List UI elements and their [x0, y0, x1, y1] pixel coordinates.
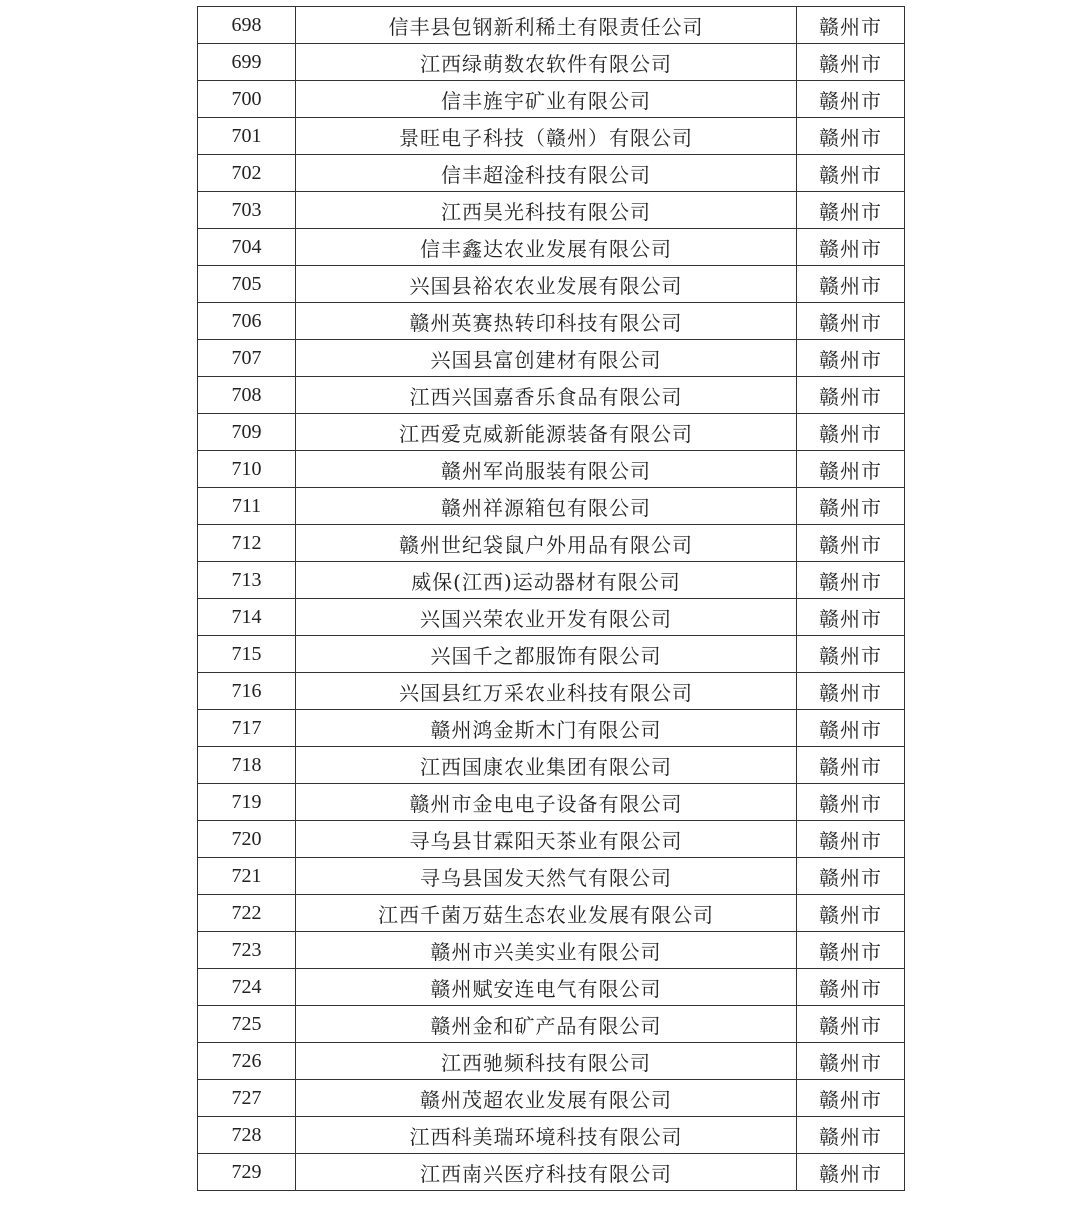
- company-name: 赣州市金电电子设备有限公司: [296, 784, 797, 821]
- company-name: 兴国县裕农农业发展有限公司: [296, 266, 797, 303]
- table-row: [198, 192, 905, 229]
- table-row: [198, 7, 905, 44]
- table-row: [198, 562, 905, 599]
- company-name: 赣州英赛热转印科技有限公司: [296, 303, 797, 340]
- row-number: 709: [198, 414, 296, 451]
- table-row: [198, 1006, 905, 1043]
- company-list-table: [197, 6, 905, 1191]
- table-row: [198, 599, 905, 636]
- company-name: 江西绿萌数农软件有限公司: [296, 44, 797, 81]
- company-name: 江西驰频科技有限公司: [296, 1043, 797, 1080]
- city-name: 赣州市: [797, 81, 905, 118]
- table-row: [198, 266, 905, 303]
- city-name: 赣州市: [797, 155, 905, 192]
- company-name: 赣州军尚服装有限公司: [296, 451, 797, 488]
- table-row: [198, 44, 905, 81]
- row-number: 711: [198, 488, 296, 525]
- row-number: 705: [198, 266, 296, 303]
- row-number: 726: [198, 1043, 296, 1080]
- company-name: 信丰超淦科技有限公司: [296, 155, 797, 192]
- company-name: 赣州祥源箱包有限公司: [296, 488, 797, 525]
- city-name: 赣州市: [797, 858, 905, 895]
- company-name: 赣州赋安连电气有限公司: [296, 969, 797, 1006]
- table-row: [198, 525, 905, 562]
- company-name: 江西南兴医疗科技有限公司: [296, 1154, 797, 1191]
- table-row: [198, 784, 905, 821]
- row-number: 707: [198, 340, 296, 377]
- table-row: [198, 636, 905, 673]
- company-name: 威保(江西)运动器材有限公司: [296, 562, 797, 599]
- row-number: 728: [198, 1117, 296, 1154]
- company-name: 兴国千之都服饰有限公司: [296, 636, 797, 673]
- company-name: 赣州茂超农业发展有限公司: [296, 1080, 797, 1117]
- city-name: 赣州市: [797, 303, 905, 340]
- table-row: [198, 488, 905, 525]
- company-name: 信丰县包钢新利稀土有限责任公司: [296, 7, 797, 44]
- city-name: 赣州市: [797, 488, 905, 525]
- row-number: 725: [198, 1006, 296, 1043]
- table-row: [198, 747, 905, 784]
- city-name: 赣州市: [797, 229, 905, 266]
- table-row: [198, 81, 905, 118]
- table-row: [198, 673, 905, 710]
- company-name: 兴国县红万采农业科技有限公司: [296, 673, 797, 710]
- row-number: 700: [198, 81, 296, 118]
- row-number: 714: [198, 599, 296, 636]
- table-row: [198, 858, 905, 895]
- row-number: 706: [198, 303, 296, 340]
- row-number: 715: [198, 636, 296, 673]
- table-row: [198, 1117, 905, 1154]
- city-name: 赣州市: [797, 44, 905, 81]
- company-name: 江西兴国嘉香乐食品有限公司: [296, 377, 797, 414]
- row-number: 701: [198, 118, 296, 155]
- city-name: 赣州市: [797, 969, 905, 1006]
- city-name: 赣州市: [797, 1043, 905, 1080]
- row-number: 702: [198, 155, 296, 192]
- row-number: 712: [198, 525, 296, 562]
- row-number: 727: [198, 1080, 296, 1117]
- row-number: 708: [198, 377, 296, 414]
- company-name: 江西科美瑞环境科技有限公司: [296, 1117, 797, 1154]
- row-number: 724: [198, 969, 296, 1006]
- company-name: 赣州鸿金斯木门有限公司: [296, 710, 797, 747]
- company-name: 赣州世纪袋鼠户外用品有限公司: [296, 525, 797, 562]
- city-name: 赣州市: [797, 451, 905, 488]
- city-name: 赣州市: [797, 562, 905, 599]
- company-name: 寻乌县甘霖阳天茶业有限公司: [296, 821, 797, 858]
- table-row: [198, 229, 905, 266]
- table-row: [198, 118, 905, 155]
- table-row: [198, 340, 905, 377]
- city-name: 赣州市: [797, 784, 905, 821]
- row-number: 698: [198, 7, 296, 44]
- company-name: 江西国康农业集团有限公司: [296, 747, 797, 784]
- row-number: 704: [198, 229, 296, 266]
- city-name: 赣州市: [797, 710, 905, 747]
- city-name: 赣州市: [797, 1117, 905, 1154]
- table-body: [198, 7, 905, 1191]
- company-name: 寻乌县国发天然气有限公司: [296, 858, 797, 895]
- table-row: [198, 377, 905, 414]
- row-number: 729: [198, 1154, 296, 1191]
- table-row: [198, 1043, 905, 1080]
- company-name: 赣州市兴美实业有限公司: [296, 932, 797, 969]
- table-row: [198, 895, 905, 932]
- company-name: 兴国兴荣农业开发有限公司: [296, 599, 797, 636]
- city-name: 赣州市: [797, 673, 905, 710]
- row-number: 717: [198, 710, 296, 747]
- table-row: [198, 155, 905, 192]
- row-number: 713: [198, 562, 296, 599]
- row-number: 718: [198, 747, 296, 784]
- city-name: 赣州市: [797, 340, 905, 377]
- table-row: [198, 932, 905, 969]
- company-name: 江西昊光科技有限公司: [296, 192, 797, 229]
- city-name: 赣州市: [797, 895, 905, 932]
- table-row: [198, 710, 905, 747]
- row-number: 699: [198, 44, 296, 81]
- table-row: [198, 1080, 905, 1117]
- city-name: 赣州市: [797, 747, 905, 784]
- row-number: 723: [198, 932, 296, 969]
- table-row: [198, 969, 905, 1006]
- table-row: [198, 821, 905, 858]
- table-row: [198, 414, 905, 451]
- row-number: 710: [198, 451, 296, 488]
- city-name: 赣州市: [797, 1154, 905, 1191]
- city-name: 赣州市: [797, 821, 905, 858]
- row-number: 721: [198, 858, 296, 895]
- company-name: 江西千菌万菇生态农业发展有限公司: [296, 895, 797, 932]
- city-name: 赣州市: [797, 932, 905, 969]
- city-name: 赣州市: [797, 377, 905, 414]
- city-name: 赣州市: [797, 266, 905, 303]
- table-row: [198, 1154, 905, 1191]
- city-name: 赣州市: [797, 7, 905, 44]
- company-name: 信丰鑫达农业发展有限公司: [296, 229, 797, 266]
- city-name: 赣州市: [797, 636, 905, 673]
- city-name: 赣州市: [797, 599, 905, 636]
- company-name: 信丰旌宇矿业有限公司: [296, 81, 797, 118]
- row-number: 719: [198, 784, 296, 821]
- table-row: [198, 303, 905, 340]
- row-number: 703: [198, 192, 296, 229]
- company-name: 兴国县富创建材有限公司: [296, 340, 797, 377]
- city-name: 赣州市: [797, 414, 905, 451]
- company-name: 赣州金和矿产品有限公司: [296, 1006, 797, 1043]
- city-name: 赣州市: [797, 192, 905, 229]
- table-row: [198, 451, 905, 488]
- city-name: 赣州市: [797, 1080, 905, 1117]
- company-name: 江西爱克威新能源装备有限公司: [296, 414, 797, 451]
- row-number: 716: [198, 673, 296, 710]
- row-number: 720: [198, 821, 296, 858]
- city-name: 赣州市: [797, 1006, 905, 1043]
- row-number: 722: [198, 895, 296, 932]
- city-name: 赣州市: [797, 118, 905, 155]
- company-name: 景旺电子科技（赣州）有限公司: [296, 118, 797, 155]
- city-name: 赣州市: [797, 525, 905, 562]
